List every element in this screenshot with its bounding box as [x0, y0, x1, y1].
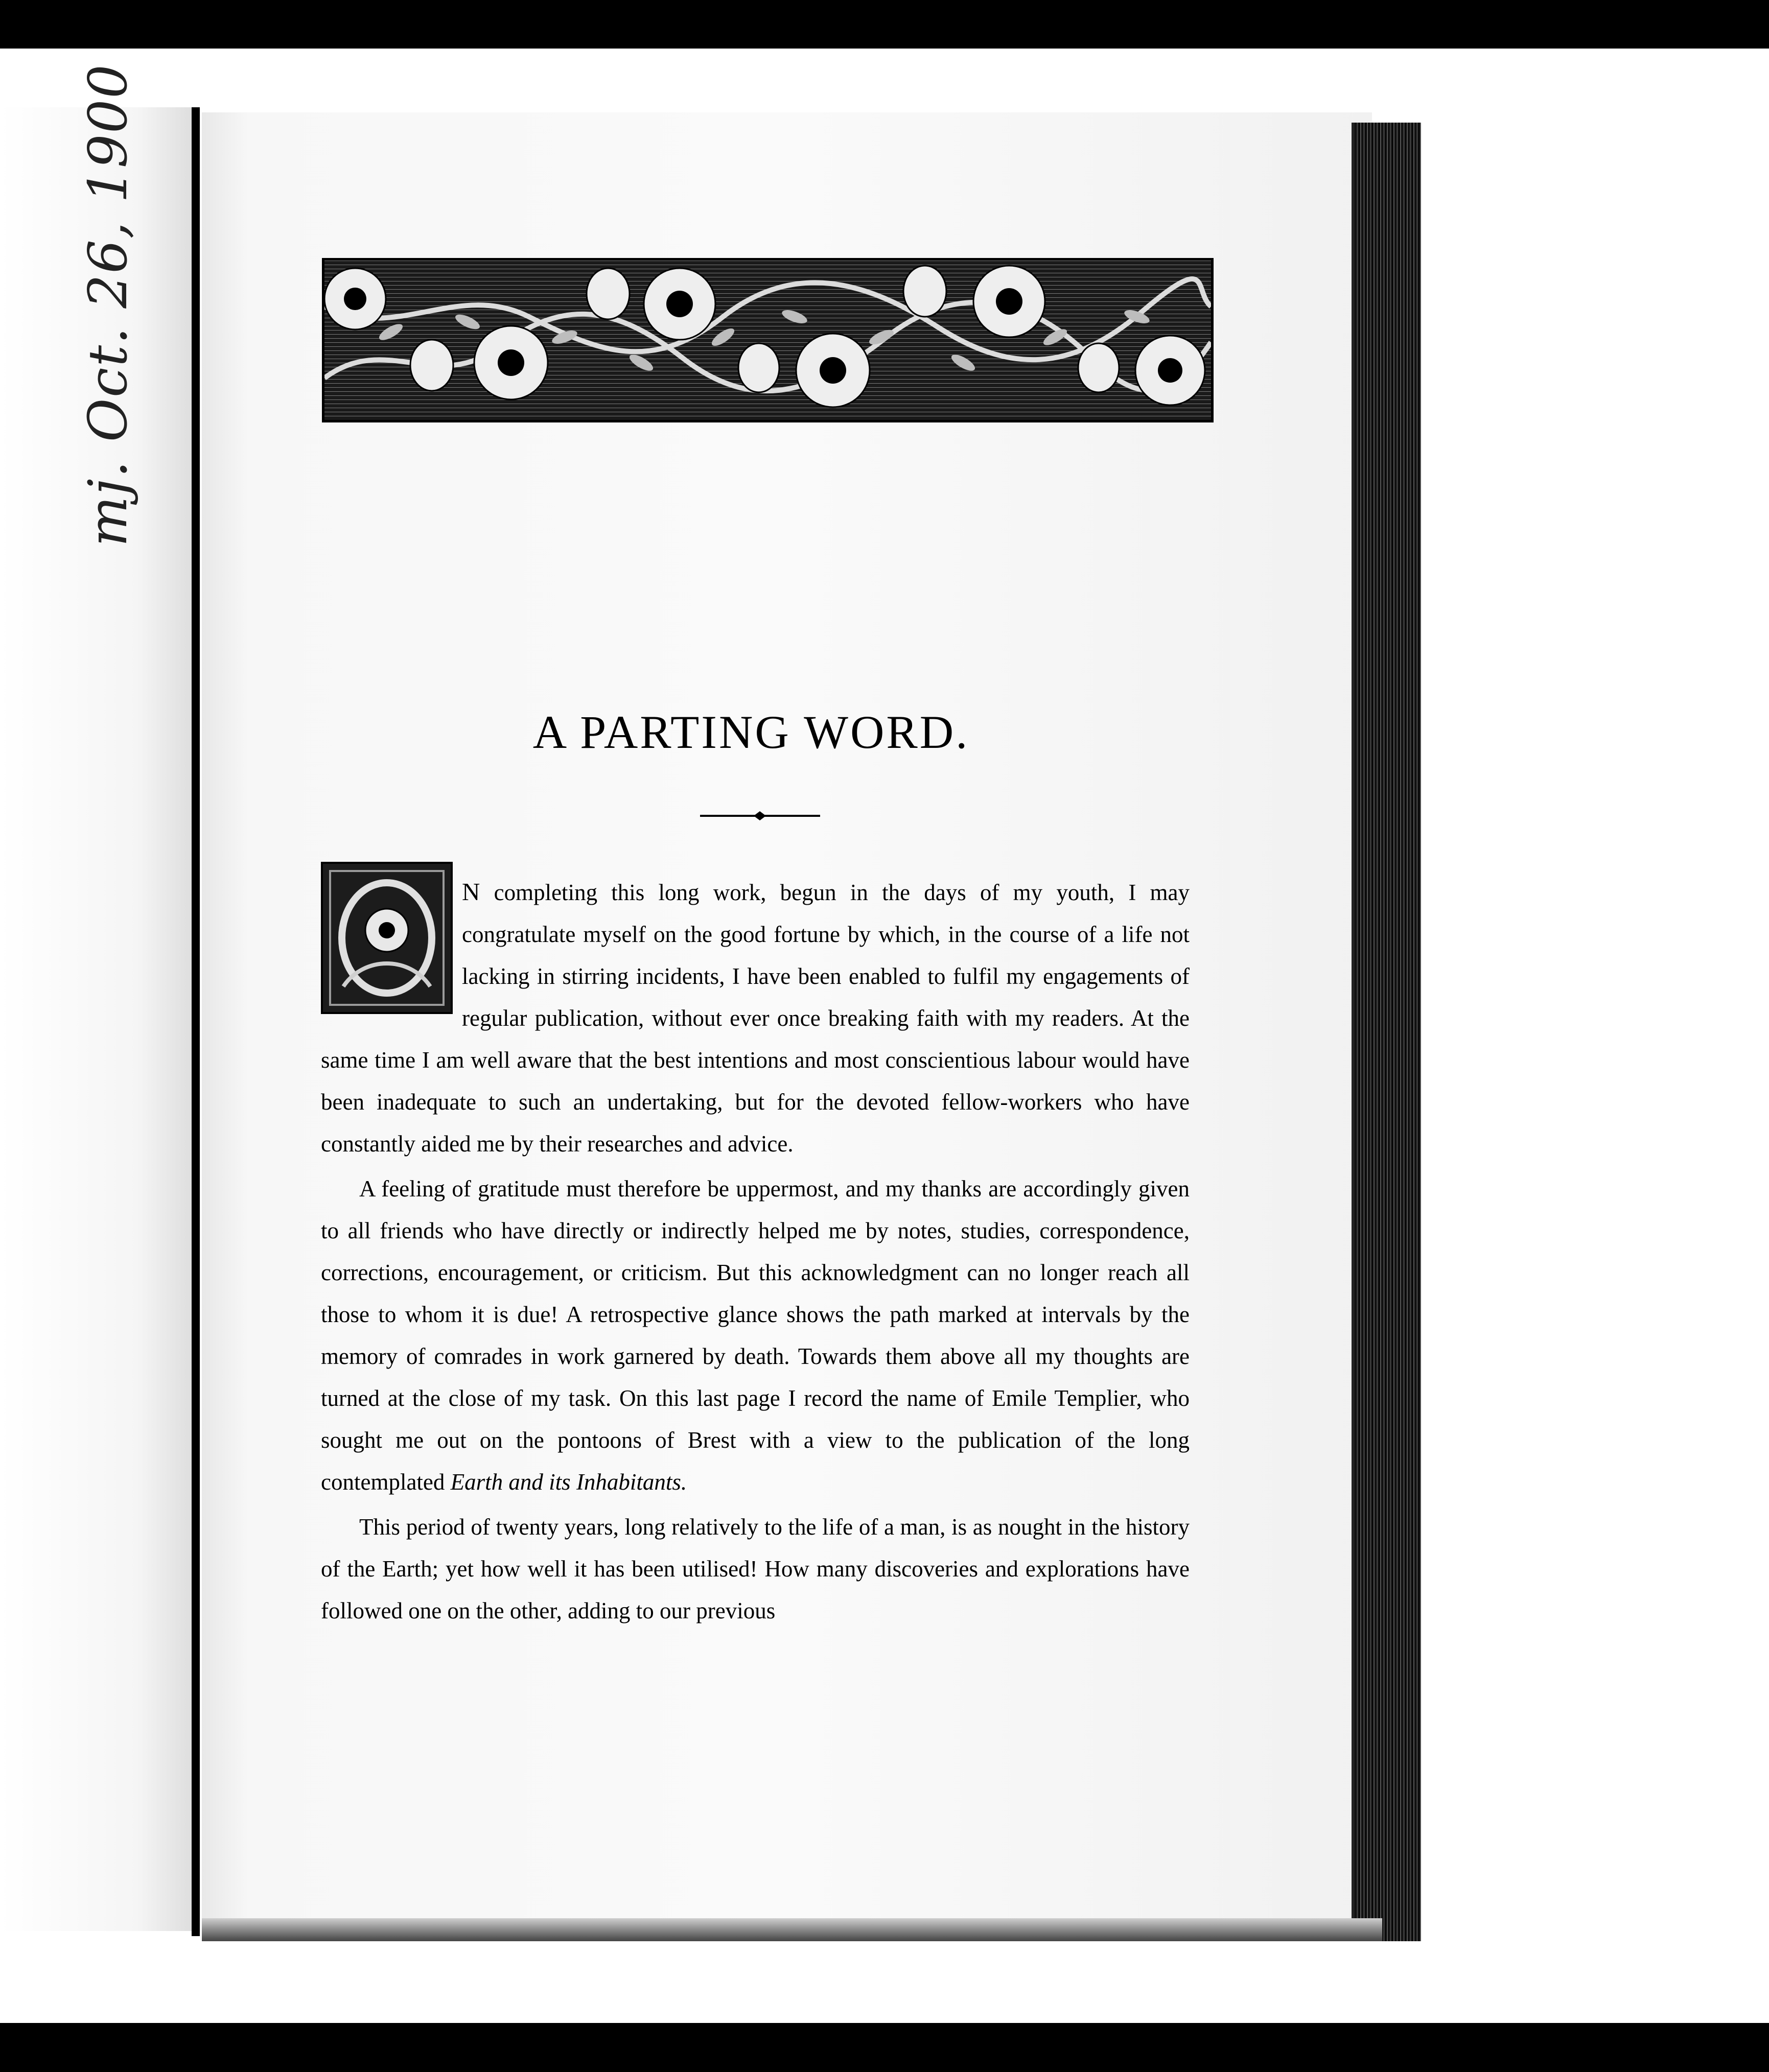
scan-border-top	[0, 0, 1769, 49]
page-bottom-shadow	[202, 1918, 1382, 1941]
handwritten-date-note: mj. Oct. 26, 1900	[77, 63, 139, 547]
page-edges	[1352, 123, 1421, 1941]
page-title: A PARTING WORD.	[532, 706, 970, 758]
title-ornament-rule	[700, 810, 820, 822]
floral-header-ornament	[322, 258, 1214, 422]
ornamental-initial-letter	[321, 862, 453, 1014]
scan-border-bottom	[0, 2023, 1769, 2072]
book-title-reference: Earth and its Inhabitants.	[450, 1469, 687, 1495]
paragraph-1	[321, 871, 1190, 1165]
first-word-cap: N	[462, 878, 480, 906]
paragraph-3	[321, 1506, 1190, 1632]
book-gutter	[192, 107, 200, 1936]
paragraph-2-text: A feeling of gratitude must therefore be uppermost, and my thanks are accordingly given to all friends who have directly or indirectly helped me by notes, studies, correspondence, corrections, encouragement, or criticism. But this acknowledgment can no longer reach all those to whom it is due! A retrospective glance shows the path marked at intervals by the memory of comrades in work garnered by death. Towards them above all my thoughts are turned at the close of my task. On this last page I record the name of Emile Templier, who sought me out on the pontoons of Brest with a view to the publication of the long contemplated	[321, 1176, 1190, 1495]
paragraph-1-text: completing this long work, begun in the days of my youth, I may congratulate myself on the good fortune by which, in the course of a life not lacking in stirring incidents, I have been enabled to fulfil my engagements of regular publication, without ever once breaking faith with my readers. At the same time I am well aware that the best intentions and most conscientious labour would have been inadequate to such an undertaking, but for the devoted fellow-workers who have constantly aided me by their researches and advice.	[321, 880, 1190, 1157]
paragraph-2	[321, 1168, 1190, 1503]
body-text	[321, 871, 1190, 1635]
paragraph-3-text: This period of twenty years, long relatively to the life of a man, is as nought in the history of the Earth; yet how well it has been utilised! How many discoveries and explorations have followed one on the other, adding to our previous	[321, 1514, 1190, 1623]
